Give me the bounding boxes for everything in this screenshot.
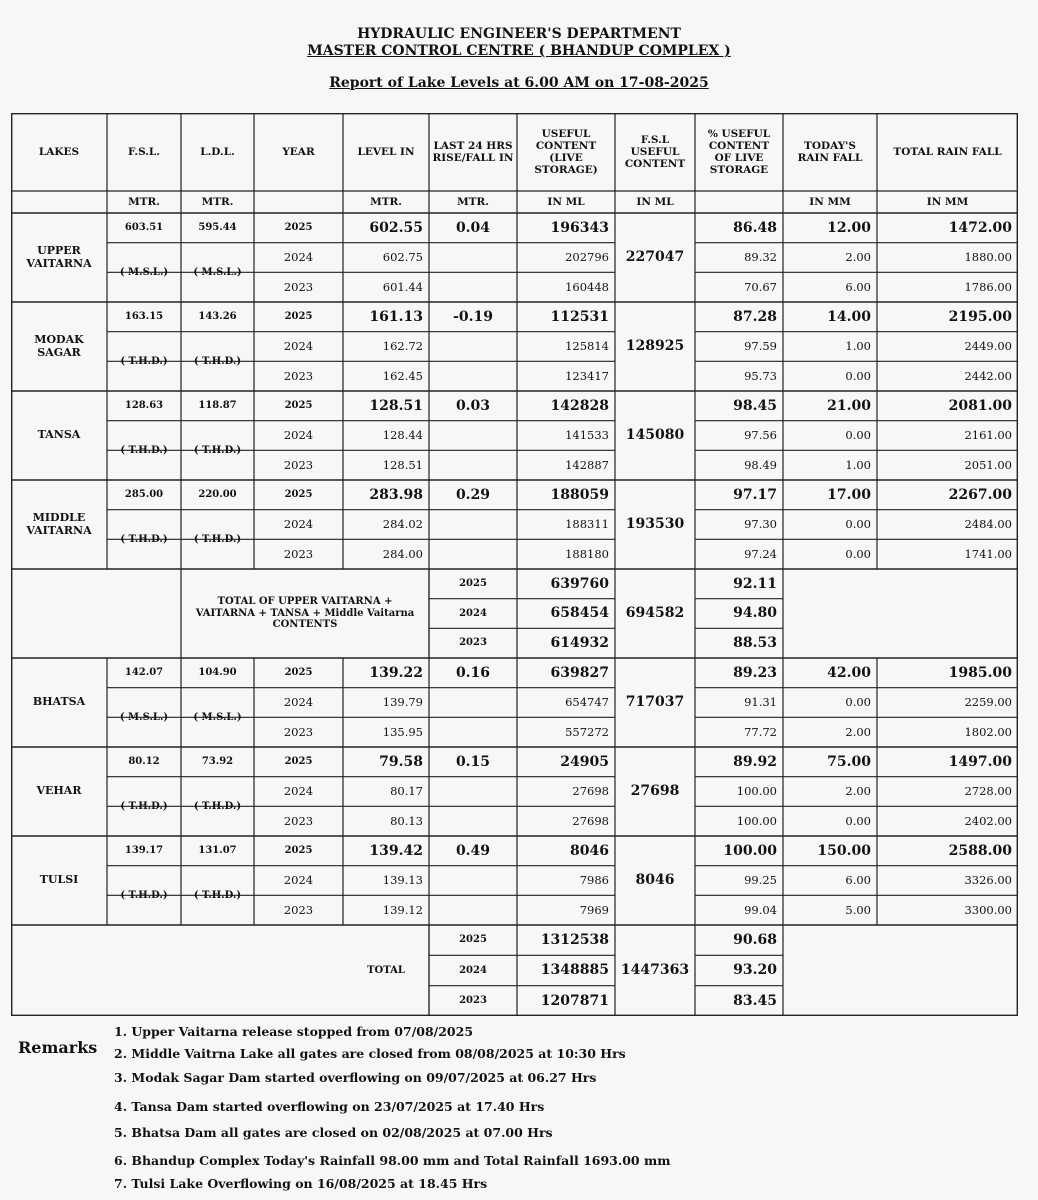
row-pct-live-storage: 100.00 bbox=[723, 842, 777, 859]
row-today-rainfall: 0.00 bbox=[845, 516, 871, 531]
row-year: 2023 bbox=[283, 902, 314, 917]
row-pct-live-storage: 100.00 bbox=[736, 783, 777, 798]
row-pct-live-storage: 77.72 bbox=[744, 724, 777, 739]
row-useful-content: 27698 bbox=[572, 813, 609, 828]
row-total-rainfall: 3300.00 bbox=[964, 902, 1012, 917]
unit-today: IN MM bbox=[809, 195, 851, 208]
grand-total-fsl-content: 1447363 bbox=[620, 962, 690, 979]
row-level: 128.44 bbox=[382, 427, 423, 442]
lake-name: MODAK SAGAR bbox=[34, 332, 84, 359]
lake-ldl: 143.26 bbox=[198, 311, 237, 323]
remark-item: 3. Modak Sagar Dam started overflowing on 09/07/2025 at 06.27 Hrs bbox=[114, 1070, 597, 1085]
remark-item: 2. Middle Vaitrna Lake all gates are closed from 08/08/2025 at 10:30 Hrs bbox=[114, 1046, 626, 1061]
row-rise-fall: 0.49 bbox=[455, 842, 491, 859]
lake-ldl-reference: ( T.H.D.) bbox=[193, 533, 242, 545]
row-total-rainfall: 2588.00 bbox=[948, 842, 1012, 859]
row-pct-live-storage: 89.92 bbox=[733, 753, 777, 770]
row-pct-live-storage: 98.45 bbox=[733, 397, 777, 414]
row-pct-live-storage: 98.49 bbox=[744, 457, 777, 472]
row-level: 162.72 bbox=[382, 338, 423, 353]
lake-fsl: 139.17 bbox=[124, 845, 164, 857]
unit-fsl: MTR. bbox=[128, 195, 160, 208]
lake-ldl-reference: ( M.S.L.) bbox=[193, 266, 242, 278]
remark-item: 1. Upper Vaitarna release stopped from 07/08/2025 bbox=[114, 1024, 474, 1039]
total-row-useful-content: 1207871 bbox=[540, 992, 609, 1009]
row-rise-fall: 0.29 bbox=[455, 486, 491, 503]
row-year: 2024 bbox=[283, 338, 314, 353]
row-level: 80.17 bbox=[390, 783, 423, 798]
remark-item: 7. Tulsi Lake Overflowing on 16/08/2025 at 18.45 Hrs bbox=[114, 1176, 488, 1191]
row-useful-content: 202796 bbox=[565, 249, 609, 264]
row-total-rainfall: 1802.00 bbox=[964, 724, 1012, 739]
row-today-rainfall: 1.00 bbox=[845, 338, 871, 353]
row-today-rainfall: 17.00 bbox=[827, 486, 871, 503]
row-useful-content: 196343 bbox=[550, 219, 609, 236]
row-year: 2024 bbox=[283, 249, 314, 264]
row-rise-fall: 0.15 bbox=[455, 753, 491, 770]
row-useful-content: 188059 bbox=[550, 486, 609, 503]
lake-ldl: 220.00 bbox=[198, 489, 237, 501]
row-total-rainfall: 1786.00 bbox=[964, 279, 1012, 294]
row-year: 2024 bbox=[283, 694, 314, 709]
row-useful-content: 142887 bbox=[565, 457, 609, 472]
lake-ldl: 118.87 bbox=[198, 400, 237, 412]
row-useful-content: 557272 bbox=[565, 724, 609, 739]
row-total-rainfall: 3326.00 bbox=[964, 872, 1012, 887]
row-useful-content: 160448 bbox=[565, 279, 609, 294]
row-level: 139.79 bbox=[382, 694, 423, 709]
lake-name: BHATSA bbox=[32, 695, 86, 709]
unit-total: IN MM bbox=[926, 195, 969, 208]
row-total-rainfall: 2051.00 bbox=[964, 457, 1012, 472]
subtotal-fsl-content: 694582 bbox=[625, 605, 685, 622]
row-today-rainfall: 21.00 bbox=[827, 397, 871, 414]
lake-ldl-reference: ( T.H.D.) bbox=[193, 355, 242, 367]
row-rise-fall: 0.16 bbox=[455, 664, 491, 681]
unit-useful: IN ML bbox=[547, 195, 585, 208]
row-total-rainfall: 1741.00 bbox=[964, 546, 1012, 561]
row-useful-content: 8046 bbox=[570, 842, 609, 859]
row-today-rainfall: 6.00 bbox=[845, 872, 871, 887]
row-pct-live-storage: 97.30 bbox=[744, 516, 777, 531]
remark-item: 5. Bhatsa Dam all gates are closed on 02/08/2025 at 07.00 Hrs bbox=[114, 1125, 553, 1140]
row-year: 2025 bbox=[284, 667, 313, 679]
row-today-rainfall: 0.00 bbox=[845, 368, 871, 383]
row-total-rainfall: 2728.00 bbox=[964, 783, 1012, 798]
lake-fsl: 163.15 bbox=[124, 311, 164, 323]
row-useful-content: 27698 bbox=[572, 783, 609, 798]
lake-fsl: 80.12 bbox=[128, 756, 160, 768]
row-today-rainfall: 2.00 bbox=[845, 783, 871, 798]
total-row-pct-live-storage: 88.53 bbox=[733, 635, 777, 652]
lake-fsl-reference: ( T.H.D.) bbox=[120, 444, 168, 456]
lake-fsl-reference: ( M.S.L.) bbox=[119, 711, 169, 723]
lake-name: UPPER VAITARNA bbox=[26, 243, 92, 270]
row-useful-content: 654747 bbox=[565, 694, 609, 709]
row-year: 2023 bbox=[283, 546, 314, 561]
row-pct-live-storage: 95.73 bbox=[744, 368, 777, 383]
col-header-level: LEVEL IN bbox=[357, 145, 415, 158]
lake-fsl-content: 717037 bbox=[625, 694, 685, 711]
unit-rise: MTR. bbox=[457, 195, 489, 208]
row-level: 161.13 bbox=[369, 308, 423, 325]
row-level: 139.13 bbox=[382, 872, 423, 887]
col-header-lakes: LAKES bbox=[38, 145, 80, 158]
row-today-rainfall: 2.00 bbox=[845, 724, 871, 739]
row-pct-live-storage: 99.04 bbox=[744, 902, 777, 917]
row-useful-content: 141533 bbox=[565, 427, 609, 442]
row-today-rainfall: 0.00 bbox=[845, 427, 871, 442]
row-year: 2023 bbox=[283, 457, 314, 472]
row-today-rainfall: 5.00 bbox=[845, 902, 871, 917]
row-year: 2023 bbox=[283, 279, 314, 294]
row-today-rainfall: 1.00 bbox=[845, 457, 871, 472]
col-header-pct: % USEFUL CONTENT OF LIVE STORAGE bbox=[707, 127, 771, 177]
row-total-rainfall: 2081.00 bbox=[948, 397, 1012, 414]
lake-ldl-reference: ( T.H.D.) bbox=[193, 800, 242, 812]
row-level: 284.02 bbox=[382, 516, 423, 531]
remark-item: 6. Bhandup Complex Today's Rainfall 98.00 mm and Total Rainfall 1693.00 mm bbox=[114, 1153, 671, 1168]
row-useful-content: 188311 bbox=[565, 516, 609, 531]
lake-ldl-reference: ( M.S.L.) bbox=[193, 711, 242, 723]
row-level: 80.13 bbox=[390, 813, 423, 828]
row-rise-fall: -0.19 bbox=[453, 308, 493, 325]
remark-item: 4. Tansa Dam started overflowing on 23/07/2025 at 17.40 Hrs bbox=[114, 1099, 545, 1114]
row-level: 139.12 bbox=[382, 902, 423, 917]
total-row-useful-content: 1312538 bbox=[540, 932, 609, 949]
row-today-rainfall: 12.00 bbox=[827, 219, 871, 236]
row-pct-live-storage: 89.32 bbox=[744, 249, 777, 264]
row-today-rainfall: 14.00 bbox=[827, 308, 871, 325]
row-level: 128.51 bbox=[382, 457, 423, 472]
row-useful-content: 125814 bbox=[565, 338, 609, 353]
total-row-pct-live-storage: 93.20 bbox=[733, 962, 777, 979]
row-useful-content: 188180 bbox=[565, 546, 609, 561]
row-pct-live-storage: 70.67 bbox=[744, 279, 777, 294]
row-total-rainfall: 2449.00 bbox=[964, 338, 1012, 353]
row-year: 2024 bbox=[283, 872, 314, 887]
row-rise-fall: 0.03 bbox=[455, 397, 491, 414]
lake-ldl: 73.92 bbox=[201, 756, 234, 768]
row-useful-content: 7986 bbox=[579, 872, 609, 887]
row-total-rainfall: 1497.00 bbox=[948, 753, 1012, 770]
total-row-pct-live-storage: 83.45 bbox=[733, 992, 777, 1009]
lake-fsl-content: 145080 bbox=[625, 427, 685, 444]
row-today-rainfall: 75.00 bbox=[827, 753, 871, 770]
row-total-rainfall: 2442.00 bbox=[964, 368, 1012, 383]
lake-fsl-content: 193530 bbox=[625, 516, 685, 533]
row-today-rainfall: 0.00 bbox=[845, 694, 871, 709]
row-today-rainfall: 2.00 bbox=[845, 249, 871, 264]
total-row-year: 2023 bbox=[459, 995, 487, 1007]
row-pct-live-storage: 99.25 bbox=[744, 872, 777, 887]
lake-name: TANSA bbox=[37, 428, 81, 442]
row-level: 139.42 bbox=[369, 842, 423, 859]
row-useful-content: 7969 bbox=[579, 902, 609, 917]
lake-fsl: 142.07 bbox=[124, 667, 164, 679]
row-level: 602.75 bbox=[382, 249, 423, 264]
total-row-pct-live-storage: 94.80 bbox=[733, 605, 777, 622]
total-row-year: 2025 bbox=[459, 578, 487, 590]
row-pct-live-storage: 91.31 bbox=[744, 694, 777, 709]
row-total-rainfall: 2195.00 bbox=[948, 308, 1012, 325]
lake-fsl-content: 128925 bbox=[625, 338, 685, 355]
row-level: 135.95 bbox=[382, 724, 423, 739]
lake-name: TULSI bbox=[39, 873, 79, 887]
row-pct-live-storage: 97.24 bbox=[744, 546, 777, 561]
row-total-rainfall: 1985.00 bbox=[948, 664, 1012, 681]
row-level: 139.22 bbox=[369, 664, 423, 681]
lake-levels-table bbox=[11, 113, 1018, 1016]
total-row-year: 2024 bbox=[459, 964, 487, 976]
lake-fsl-content: 8046 bbox=[635, 872, 675, 889]
lake-fsl: 603.51 bbox=[124, 222, 164, 234]
row-rise-fall: 0.04 bbox=[455, 219, 491, 236]
row-level: 79.58 bbox=[379, 753, 423, 770]
row-year: 2023 bbox=[283, 368, 314, 383]
row-pct-live-storage: 97.59 bbox=[744, 338, 777, 353]
row-level: 162.45 bbox=[382, 368, 423, 383]
centre-title: MASTER CONTROL CENTRE ( BHANDUP COMPLEX ) bbox=[307, 43, 731, 59]
row-level: 283.98 bbox=[369, 486, 423, 503]
row-today-rainfall: 150.00 bbox=[817, 842, 871, 859]
total-row-year: 2023 bbox=[459, 637, 487, 649]
col-header-rise: LAST 24 HRS RISE/FALL IN bbox=[432, 139, 514, 164]
lake-fsl-reference: ( T.H.D.) bbox=[120, 800, 168, 812]
total-row-useful-content: 658454 bbox=[550, 605, 609, 622]
row-year: 2025 bbox=[284, 222, 313, 234]
row-total-rainfall: 1880.00 bbox=[964, 249, 1012, 264]
col-header-useful: USEFUL CONTENT (LIVE STORAGE) bbox=[534, 127, 598, 177]
row-year: 2025 bbox=[284, 756, 313, 768]
col-header-total: TOTAL RAIN FALL bbox=[893, 145, 1002, 158]
lake-ldl: 131.07 bbox=[198, 845, 237, 857]
lake-fsl-reference: ( T.H.D.) bbox=[120, 355, 168, 367]
row-useful-content: 24905 bbox=[560, 753, 609, 770]
total-row-useful-content: 639760 bbox=[550, 575, 609, 592]
row-year: 2023 bbox=[283, 724, 314, 739]
lake-fsl-content: 227047 bbox=[625, 249, 685, 266]
lake-ldl-reference: ( T.H.D.) bbox=[193, 889, 242, 901]
row-pct-live-storage: 89.23 bbox=[733, 664, 777, 681]
row-today-rainfall: 0.00 bbox=[845, 546, 871, 561]
total-row-useful-content: 1348885 bbox=[540, 962, 609, 979]
total-row-pct-live-storage: 90.68 bbox=[733, 932, 777, 949]
row-level: 284.00 bbox=[382, 546, 423, 561]
subtotal-label: TOTAL OF UPPER VAITARNA + VAITARNA + TANSA + Middle Vaitarna CONTENTS bbox=[195, 596, 415, 631]
lake-fsl: 285.00 bbox=[124, 489, 164, 501]
unit-ldl: MTR. bbox=[201, 195, 234, 208]
lake-ldl: 104.90 bbox=[198, 667, 237, 679]
row-year: 2023 bbox=[283, 813, 314, 828]
row-year: 2025 bbox=[284, 845, 313, 857]
lake-fsl-reference: ( T.H.D.) bbox=[120, 889, 168, 901]
col-header-year: YEAR bbox=[282, 145, 315, 158]
col-header-fsl_useful: F.S.L USEFUL CONTENT bbox=[624, 133, 686, 171]
row-year: 2025 bbox=[284, 400, 313, 412]
total-row-year: 2024 bbox=[459, 607, 487, 619]
grand-total-label: TOTAL bbox=[367, 964, 405, 976]
row-pct-live-storage: 97.17 bbox=[733, 486, 777, 503]
row-useful-content: 123417 bbox=[565, 368, 609, 383]
row-total-rainfall: 2259.00 bbox=[964, 694, 1012, 709]
row-today-rainfall: 6.00 bbox=[845, 279, 871, 294]
lake-name: MIDDLE VAITARNA bbox=[26, 510, 92, 537]
row-year: 2025 bbox=[284, 489, 313, 501]
col-header-fsl: F.S.L. bbox=[128, 145, 160, 158]
row-total-rainfall: 1472.00 bbox=[948, 219, 1012, 236]
unit-fsl_useful: IN ML bbox=[636, 195, 674, 208]
lake-ldl: 595.44 bbox=[198, 222, 237, 234]
row-useful-content: 639827 bbox=[550, 664, 609, 681]
lake-name: VEHAR bbox=[36, 784, 82, 798]
lake-fsl-reference: ( M.S.L.) bbox=[119, 266, 169, 278]
row-pct-live-storage: 87.28 bbox=[733, 308, 777, 325]
row-pct-live-storage: 86.48 bbox=[733, 219, 777, 236]
row-total-rainfall: 2484.00 bbox=[964, 516, 1012, 531]
lake-fsl-content: 27698 bbox=[630, 783, 680, 800]
row-total-rainfall: 2161.00 bbox=[964, 427, 1012, 442]
row-year: 2025 bbox=[284, 311, 313, 323]
row-today-rainfall: 0.00 bbox=[845, 813, 871, 828]
row-level: 601.44 bbox=[382, 279, 423, 294]
department-title: HYDRAULIC ENGINEER'S DEPARTMENT bbox=[357, 26, 681, 42]
row-year: 2024 bbox=[283, 427, 314, 442]
remarks-title: Remarks bbox=[18, 1038, 98, 1057]
row-total-rainfall: 2267.00 bbox=[948, 486, 1012, 503]
row-level: 128.51 bbox=[369, 397, 423, 414]
row-useful-content: 112531 bbox=[550, 308, 609, 325]
row-year: 2024 bbox=[283, 516, 314, 531]
total-row-pct-live-storage: 92.11 bbox=[733, 575, 777, 592]
total-row-useful-content: 614932 bbox=[550, 635, 609, 652]
row-year: 2024 bbox=[283, 783, 314, 798]
unit-level: MTR. bbox=[370, 195, 402, 208]
lake-ldl-reference: ( T.H.D.) bbox=[193, 444, 242, 456]
report-title: Report of Lake Levels at 6.00 AM on 17-08-2025 bbox=[329, 75, 709, 91]
total-row-year: 2025 bbox=[459, 934, 487, 946]
col-header-ldl: L.D.L. bbox=[200, 145, 235, 158]
lake-fsl: 128.63 bbox=[124, 400, 164, 412]
row-pct-live-storage: 100.00 bbox=[736, 813, 777, 828]
row-total-rainfall: 2402.00 bbox=[964, 813, 1012, 828]
row-level: 602.55 bbox=[369, 219, 423, 236]
row-pct-live-storage: 97.56 bbox=[744, 427, 777, 442]
row-today-rainfall: 42.00 bbox=[827, 664, 871, 681]
col-header-today: TODAY'S RAIN FALL bbox=[797, 139, 863, 164]
row-useful-content: 142828 bbox=[550, 397, 609, 414]
lake-fsl-reference: ( T.H.D.) bbox=[120, 533, 168, 545]
